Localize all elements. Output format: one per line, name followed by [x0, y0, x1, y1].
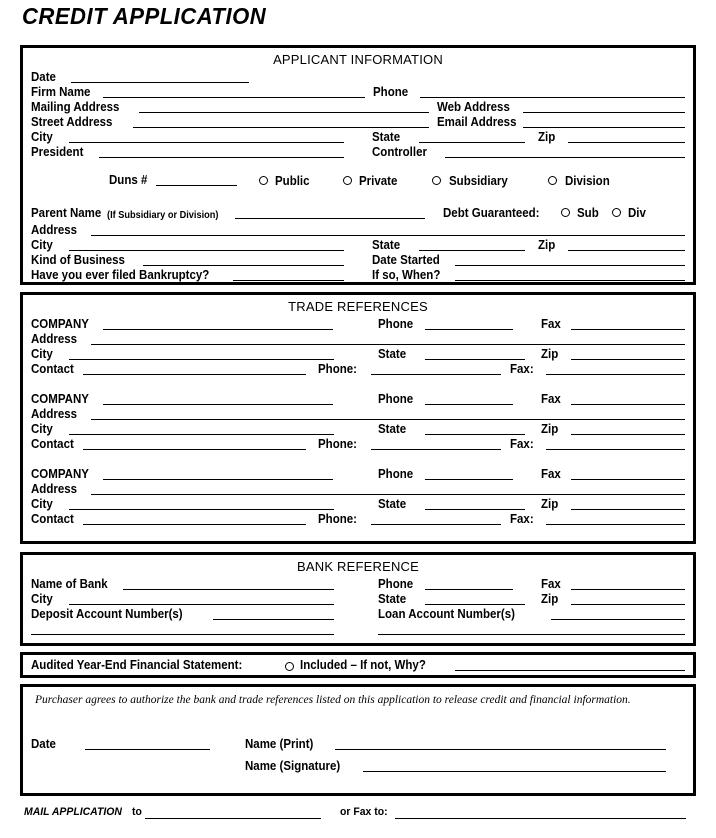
field-trade-contact-phone-1[interactable] — [371, 374, 501, 375]
label-trade-company-2: COMPANY — [31, 392, 89, 406]
label-bank-fax: Fax — [541, 577, 561, 591]
label-trade-phone-3: Phone — [378, 467, 414, 481]
label-date-started: Date Started — [372, 253, 440, 267]
label-trade-phone-2: Phone — [378, 392, 414, 406]
agreement-text: Purchaser agrees to authorize the bank and trade references listed on this application to release credit and financial information. — [35, 694, 631, 706]
label-state: State — [372, 130, 401, 144]
radio-public[interactable] — [259, 176, 268, 185]
label-date: Date — [31, 70, 56, 84]
field-bankruptcy[interactable] — [233, 280, 344, 281]
label-public: Public — [275, 174, 310, 188]
label-trade-contact-fax-1: Fax: — [510, 362, 534, 376]
section-heading-applicant: APPLICANT INFORMATION — [273, 52, 443, 67]
label-street-address: Street Address — [31, 115, 113, 129]
label-trade-fax-2: Fax — [541, 392, 561, 406]
field-if-so-when[interactable] — [455, 280, 685, 281]
field-trade-contact-2[interactable] — [83, 449, 306, 450]
label-trade-phone-1: Phone — [378, 317, 414, 331]
label-duns: Duns # — [109, 173, 148, 187]
section-heading-bank: BANK REFERENCE — [297, 559, 419, 574]
label-phone: Phone — [373, 85, 409, 99]
field-city[interactable] — [69, 142, 344, 143]
label-bank-state: State — [378, 592, 407, 606]
field-mail-to[interactable] — [145, 818, 321, 819]
label-trade-address-3: Address — [31, 482, 78, 496]
label-mail-application: MAIL APPLICATION — [24, 806, 122, 818]
section-trade-references — [20, 292, 696, 544]
label-parent-address: Address — [31, 223, 78, 237]
label-trade-state-1: State — [378, 347, 407, 361]
field-trade-contact-fax-2[interactable] — [546, 449, 685, 450]
label-trade-city-3: City — [31, 497, 53, 511]
label-or-fax-to: or Fax to: — [340, 806, 388, 818]
label-kind-of-business: Kind of Business — [31, 253, 125, 267]
field-trade-company-3[interactable] — [103, 479, 333, 480]
label-trade-city-1: City — [31, 347, 53, 361]
field-trade-contact-phone-2[interactable] — [371, 449, 501, 450]
field-trade-company-1[interactable] — [103, 329, 333, 330]
label-trade-city-2: City — [31, 422, 53, 436]
label-division: Division — [565, 174, 610, 188]
label-bank-zip: Zip — [541, 592, 559, 606]
field-mailing-address[interactable] — [139, 112, 429, 113]
field-trade-zip-2[interactable] — [571, 434, 685, 435]
field-loan-account-line2[interactable] — [378, 634, 685, 635]
label-agreement-date: Date — [31, 737, 56, 751]
field-parent-state[interactable] — [419, 250, 525, 251]
field-trade-contact-phone-3[interactable] — [371, 524, 501, 525]
field-trade-phone-2[interactable] — [425, 404, 513, 405]
label-trade-fax-1: Fax — [541, 317, 561, 331]
field-bank-state[interactable] — [425, 604, 525, 605]
label-mailing-address: Mailing Address — [31, 100, 120, 114]
field-audited-why[interactable] — [455, 670, 685, 671]
label-if-so-when: If so, When? — [372, 268, 441, 282]
field-parent-city[interactable] — [69, 250, 344, 251]
label-debt-div: Div — [628, 206, 646, 220]
label-trade-contact-1: Contact — [31, 362, 74, 376]
section-audited-statement — [20, 652, 696, 678]
label-trade-address-2: Address — [31, 407, 78, 421]
label-parent-city: City — [31, 238, 53, 252]
field-firm-name[interactable] — [103, 97, 365, 98]
field-bank-fax[interactable] — [571, 589, 685, 590]
field-deposit-account[interactable] — [213, 619, 334, 620]
field-web-address[interactable] — [523, 112, 685, 113]
section-heading-trade: TRADE REFERENCES — [288, 299, 428, 314]
label-bankruptcy: Have you ever filed Bankruptcy? — [31, 268, 210, 282]
field-controller[interactable] — [445, 157, 685, 158]
field-trade-contact-3[interactable] — [83, 524, 306, 525]
field-trade-contact-fax-3[interactable] — [546, 524, 685, 525]
page-title: CREDIT APPLICATION — [22, 3, 267, 29]
label-trade-contact-2: Contact — [31, 437, 74, 451]
field-trade-zip-1[interactable] — [571, 359, 685, 360]
field-trade-address-3[interactable] — [91, 494, 685, 495]
label-audited-statement: Audited Year-End Financial Statement: — [31, 658, 243, 672]
field-trade-address-1[interactable] — [91, 344, 685, 345]
label-audited-included: Included – If not, Why? — [300, 658, 426, 672]
field-duns[interactable] — [156, 185, 237, 186]
field-name-signature[interactable] — [363, 771, 666, 772]
label-parent-zip: Zip — [538, 238, 556, 252]
field-phone[interactable] — [420, 97, 685, 98]
label-firm-name: Firm Name — [31, 85, 91, 99]
field-bank-city[interactable] — [69, 604, 334, 605]
label-mail-to: to — [132, 806, 142, 818]
field-bank-phone[interactable] — [425, 589, 513, 590]
label-email-address: Email Address — [437, 115, 517, 129]
radio-audited-included[interactable] — [285, 662, 294, 671]
field-zip[interactable] — [568, 142, 685, 143]
label-trade-contact-3: Contact — [31, 512, 74, 526]
label-trade-zip-2: Zip — [541, 422, 559, 436]
field-trade-fax-2[interactable] — [571, 404, 685, 405]
field-agreement-date[interactable] — [85, 749, 210, 750]
field-trade-phone-1[interactable] — [425, 329, 513, 330]
label-name-print: Name (Print) — [245, 737, 314, 751]
label-bank-city: City — [31, 592, 53, 606]
label-trade-address-1: Address — [31, 332, 78, 346]
field-parent-name[interactable] — [235, 218, 425, 219]
field-name-of-bank[interactable] — [123, 589, 334, 590]
field-trade-address-2[interactable] — [91, 419, 685, 420]
field-trade-zip-3[interactable] — [571, 509, 685, 510]
label-private: Private — [359, 174, 398, 188]
field-trade-fax-3[interactable] — [571, 479, 685, 480]
radio-division[interactable] — [548, 176, 557, 185]
field-trade-state-3[interactable] — [425, 509, 525, 510]
field-street-address[interactable] — [133, 127, 429, 128]
label-trade-contact-phone-3: Phone: — [318, 512, 357, 526]
label-trade-company-3: COMPANY — [31, 467, 89, 481]
label-trade-company-1: COMPANY — [31, 317, 89, 331]
label-trade-zip-3: Zip — [541, 497, 559, 511]
field-trade-contact-fax-1[interactable] — [546, 374, 685, 375]
label-name-signature: Name (Signature) — [245, 759, 341, 773]
label-web-address: Web Address — [437, 100, 510, 114]
label-trade-contact-fax-3: Fax: — [510, 512, 534, 526]
field-date-started[interactable] — [455, 265, 685, 266]
section-agreement — [20, 684, 696, 796]
label-debt-sub: Sub — [577, 206, 599, 220]
field-kind-of-business[interactable] — [143, 265, 344, 266]
label-debt-guaranteed: Debt Guaranteed: — [443, 206, 540, 220]
field-email-address[interactable] — [523, 127, 685, 128]
label-trade-contact-phone-2: Phone: — [318, 437, 357, 451]
field-deposit-account-line2[interactable] — [31, 634, 334, 635]
label-name-of-bank: Name of Bank — [31, 577, 108, 591]
label-parent-state: State — [372, 238, 401, 252]
label-city: City — [31, 130, 53, 144]
field-trade-state-2[interactable] — [425, 434, 525, 435]
field-trade-city-2[interactable] — [69, 434, 334, 435]
field-state[interactable] — [419, 142, 525, 143]
label-trade-state-2: State — [378, 422, 407, 436]
label-zip: Zip — [538, 130, 556, 144]
field-loan-account[interactable] — [551, 619, 685, 620]
field-parent-address[interactable] — [91, 235, 685, 236]
label-trade-contact-fax-2: Fax: — [510, 437, 534, 451]
field-trade-city-3[interactable] — [69, 509, 334, 510]
field-trade-state-1[interactable] — [425, 359, 525, 360]
label-parent-name-note: (If Subsidiary or Division) — [107, 210, 219, 221]
label-subsidiary: Subsidiary — [449, 174, 508, 188]
field-trade-phone-3[interactable] — [425, 479, 513, 480]
radio-debt-sub[interactable] — [561, 208, 570, 217]
radio-debt-div[interactable] — [612, 208, 621, 217]
radio-subsidiary[interactable] — [432, 176, 441, 185]
field-date[interactable] — [71, 82, 249, 83]
label-trade-zip-1: Zip — [541, 347, 559, 361]
label-bank-phone: Phone — [378, 577, 414, 591]
field-parent-zip[interactable] — [568, 250, 685, 251]
label-president: President — [31, 145, 84, 159]
section-bank-reference — [20, 552, 696, 646]
label-deposit-account: Deposit Account Number(s) — [31, 607, 183, 621]
label-controller: Controller — [372, 145, 427, 159]
label-loan-account: Loan Account Number(s) — [378, 607, 515, 621]
label-trade-fax-3: Fax — [541, 467, 561, 481]
radio-private[interactable] — [343, 176, 352, 185]
field-fax-to[interactable] — [395, 818, 686, 819]
field-trade-fax-1[interactable] — [571, 329, 685, 330]
field-name-print[interactable] — [335, 749, 666, 750]
field-trade-contact-1[interactable] — [83, 374, 306, 375]
section-applicant-information — [20, 45, 696, 285]
label-parent-name: Parent Name — [31, 206, 102, 220]
field-bank-zip[interactable] — [571, 604, 685, 605]
label-trade-state-3: State — [378, 497, 407, 511]
field-trade-company-2[interactable] — [103, 404, 333, 405]
label-trade-contact-phone-1: Phone: — [318, 362, 357, 376]
field-trade-city-1[interactable] — [69, 359, 334, 360]
field-president[interactable] — [99, 157, 344, 158]
